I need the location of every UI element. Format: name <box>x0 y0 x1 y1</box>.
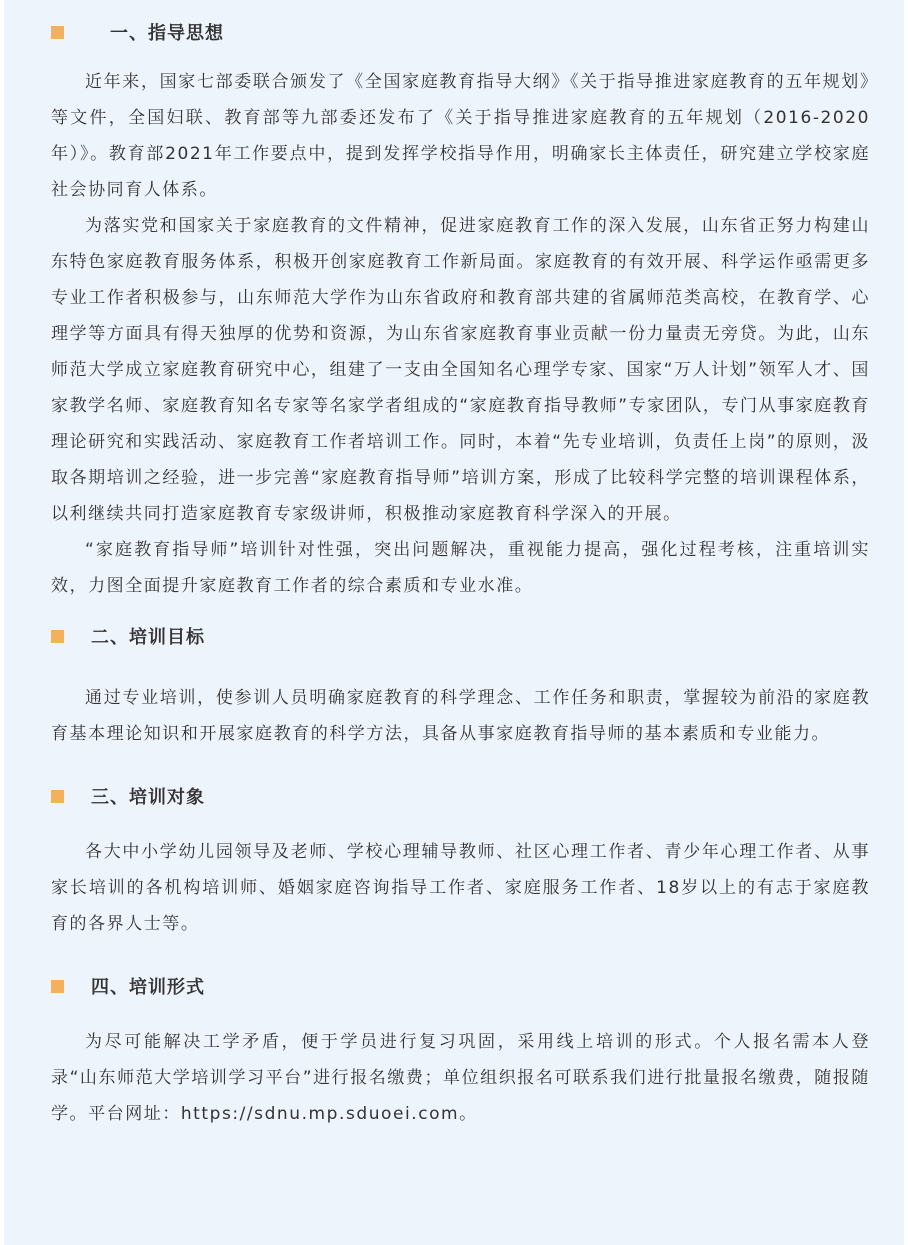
square-bullet-icon <box>51 790 64 803</box>
paragraph: 通过专业培训，使参训人员明确家庭教育的科学理念、工作任务和职责，掌握较为前沿的家庭教育基本理论知识和开展家庭教育的科学方法，具备从事家庭教育指导师的基本素质和专业能力。 <box>51 688 870 744</box>
square-bullet-icon <box>51 630 64 643</box>
paragraph: 为尽可能解决工学矛盾，便于学员进行复习巩固，采用线上培训的形式。个人报名需本人登录“山东师范大学培训学习平台”进行报名缴费；单位组织报名可联系我们进行批量报名缴费，随报随学。平台网址：https://sdnu.mp.sduoei.com。 <box>51 1032 870 1124</box>
section-heading-guiding-ideology <box>51 14 870 50</box>
section-heading-training-format <box>51 968 870 1004</box>
square-bullet-icon <box>51 980 64 993</box>
section-title: 三、培训对象 <box>91 787 205 808</box>
paragraph: 近年来，国家七部委联合颁发了《全国家庭教育指导大纲》《关于指导推进家庭教育的五年规划》等文件，全国妇联、教育部等九部委还发布了《关于指导推进家庭教育的五年规划（2016-2020年）》。教育部2021年工作要点中，提到发挥学校指导作用，明确家长主体责任，研究建立学校家庭社会协同育人体系。 <box>51 72 870 200</box>
square-bullet-icon <box>51 26 64 39</box>
section-heading-training-audience <box>51 778 870 814</box>
section-title: 二、培训目标 <box>91 627 205 648</box>
paragraph: “家庭教育指导师”培训针对性强，突出问题解决，重视能力提高，强化过程考核，注重培训实效，力图全面提升家庭教育工作者的综合素质和专业水准。 <box>51 540 870 596</box>
section-title: 四、培训形式 <box>91 977 205 998</box>
section-heading-training-goals <box>51 618 870 654</box>
paragraph: 各大中小学幼儿园领导及老师、学校心理辅导教师、社区心理工作者、青少年心理工作者、从事家长培训的各机构培训师、婚姻家庭咨询指导工作者、家庭服务工作者、18岁以上的有志于家庭教育的各界人士等。 <box>51 842 870 934</box>
paragraph: 为落实党和国家关于家庭教育的文件精神，促进家庭教育工作的深入发展，山东省正努力构建山东特色家庭教育服务体系，积极开创家庭教育工作新局面。家庭教育的有效开展、科学运作亟需更多专业工作者积极参与，山东师范大学作为山东省政府和教育部共建的省属师范类高校，在教育学、心理学等方面具有得天独厚的优势和资源，为山东省家庭教育事业贡献一份力量责无旁贷。为此，山东师范大学成立家庭教育研究中心，组建了一支由全国知名心理学专家、国家“万人计划”领军人才、国家教学名师、家庭教育知名专家等名家学者组成的“家庭教育指导教师”专家团队，专门从事家庭教育理论研究和实践活动、家庭教育工作者培训工作。同时，本着“先专业培训，负责任上岗”的原则，汲取各期培训之经验，进一步完善“家庭教育指导师”培训方案，形成了比较科学完整的培训课程体系，以利继续共同打造家庭教育专家级讲师，积极推动家庭教育科学深入的开展。 <box>51 216 870 524</box>
document-page <box>4 0 904 1245</box>
section-title: 一、指导思想 <box>110 23 224 44</box>
